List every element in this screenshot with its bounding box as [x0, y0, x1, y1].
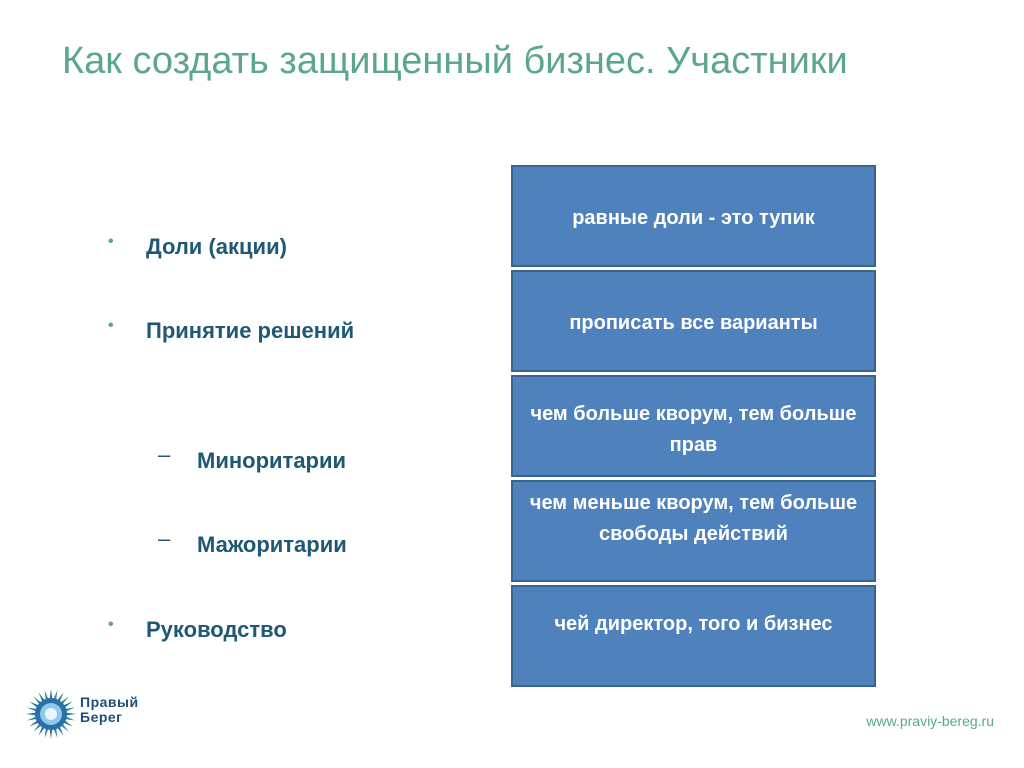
info-box: чем больше кворум, тем больше прав: [511, 375, 876, 477]
dash-marker: –: [158, 442, 171, 467]
footer-url: www.praviy-bereg.ru: [866, 713, 994, 729]
bullet-marker: •: [108, 233, 114, 250]
slide-title: Как создать защищенный бизнес. Участники: [62, 40, 848, 82]
bullet-text: Доли (акции): [146, 234, 287, 259]
info-box: чем меньше кворум, тем больше свободы действий: [511, 480, 876, 582]
sub-bullet-text: Миноритарии: [197, 448, 347, 473]
bullet-marker: •: [108, 317, 114, 334]
sun-emblem-icon: [25, 688, 77, 740]
bullet-text: Руководство: [146, 617, 287, 642]
company-logo: [25, 688, 155, 740]
sub-bullet-text: Мажоритарии: [197, 532, 347, 557]
info-boxes: [511, 165, 876, 690]
info-box: чей директор, того и бизнес: [511, 585, 876, 687]
bullet-text: Принятие решений: [146, 318, 355, 343]
bullet-marker: •: [108, 616, 114, 633]
logo-line-2: Берег: [80, 709, 123, 725]
info-box: равные доли - это тупик: [511, 165, 876, 267]
dash-marker: –: [158, 526, 171, 551]
logo-line-1: Правый: [80, 694, 139, 710]
bullet-list: [0, 0, 500, 768]
info-box: прописать все варианты: [511, 270, 876, 372]
logo-text: [80, 695, 139, 725]
